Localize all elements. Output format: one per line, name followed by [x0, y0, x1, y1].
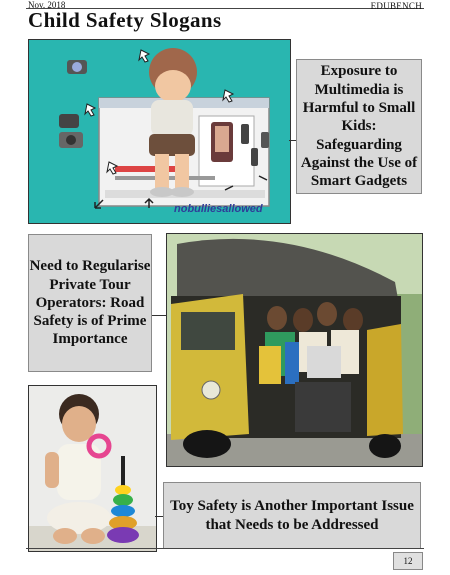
multimedia-scene	[29, 40, 290, 223]
issue-date: Nov. 2018	[28, 0, 66, 10]
caption-road-safety-text: Need to Regularise Private Tour Operators: Road Safety is of Prime Importance	[29, 258, 151, 348]
caption-toy-safety	[163, 482, 421, 549]
caption-multimedia-text: Exposure to Multimedia is Harmful to Small Kids: Safeguarding Against the Use of Smart Gadgets	[300, 63, 418, 190]
caption-road-safety	[28, 234, 152, 372]
page-number	[393, 552, 423, 570]
connector-line	[152, 315, 166, 316]
connector-line	[155, 516, 163, 517]
illustration-watermark: nobulliesallowed	[174, 203, 263, 215]
caption-multimedia	[296, 59, 422, 194]
autorickshaw-scene	[167, 234, 422, 466]
caption-toy-safety-text: Toy Safety is Another Important Issue that Needs to be Addressed	[170, 498, 414, 533]
multimedia-illustration	[28, 39, 291, 224]
publisher-name: EDUBENCH	[370, 1, 422, 11]
toddler-scene	[29, 386, 156, 551]
toddler-toy-photo	[28, 385, 157, 552]
autorickshaw-photo	[166, 233, 423, 467]
footer-rule	[26, 548, 424, 549]
page-number-text: 12	[403, 556, 413, 566]
page-title: Child Safety Slogans	[28, 8, 222, 32]
